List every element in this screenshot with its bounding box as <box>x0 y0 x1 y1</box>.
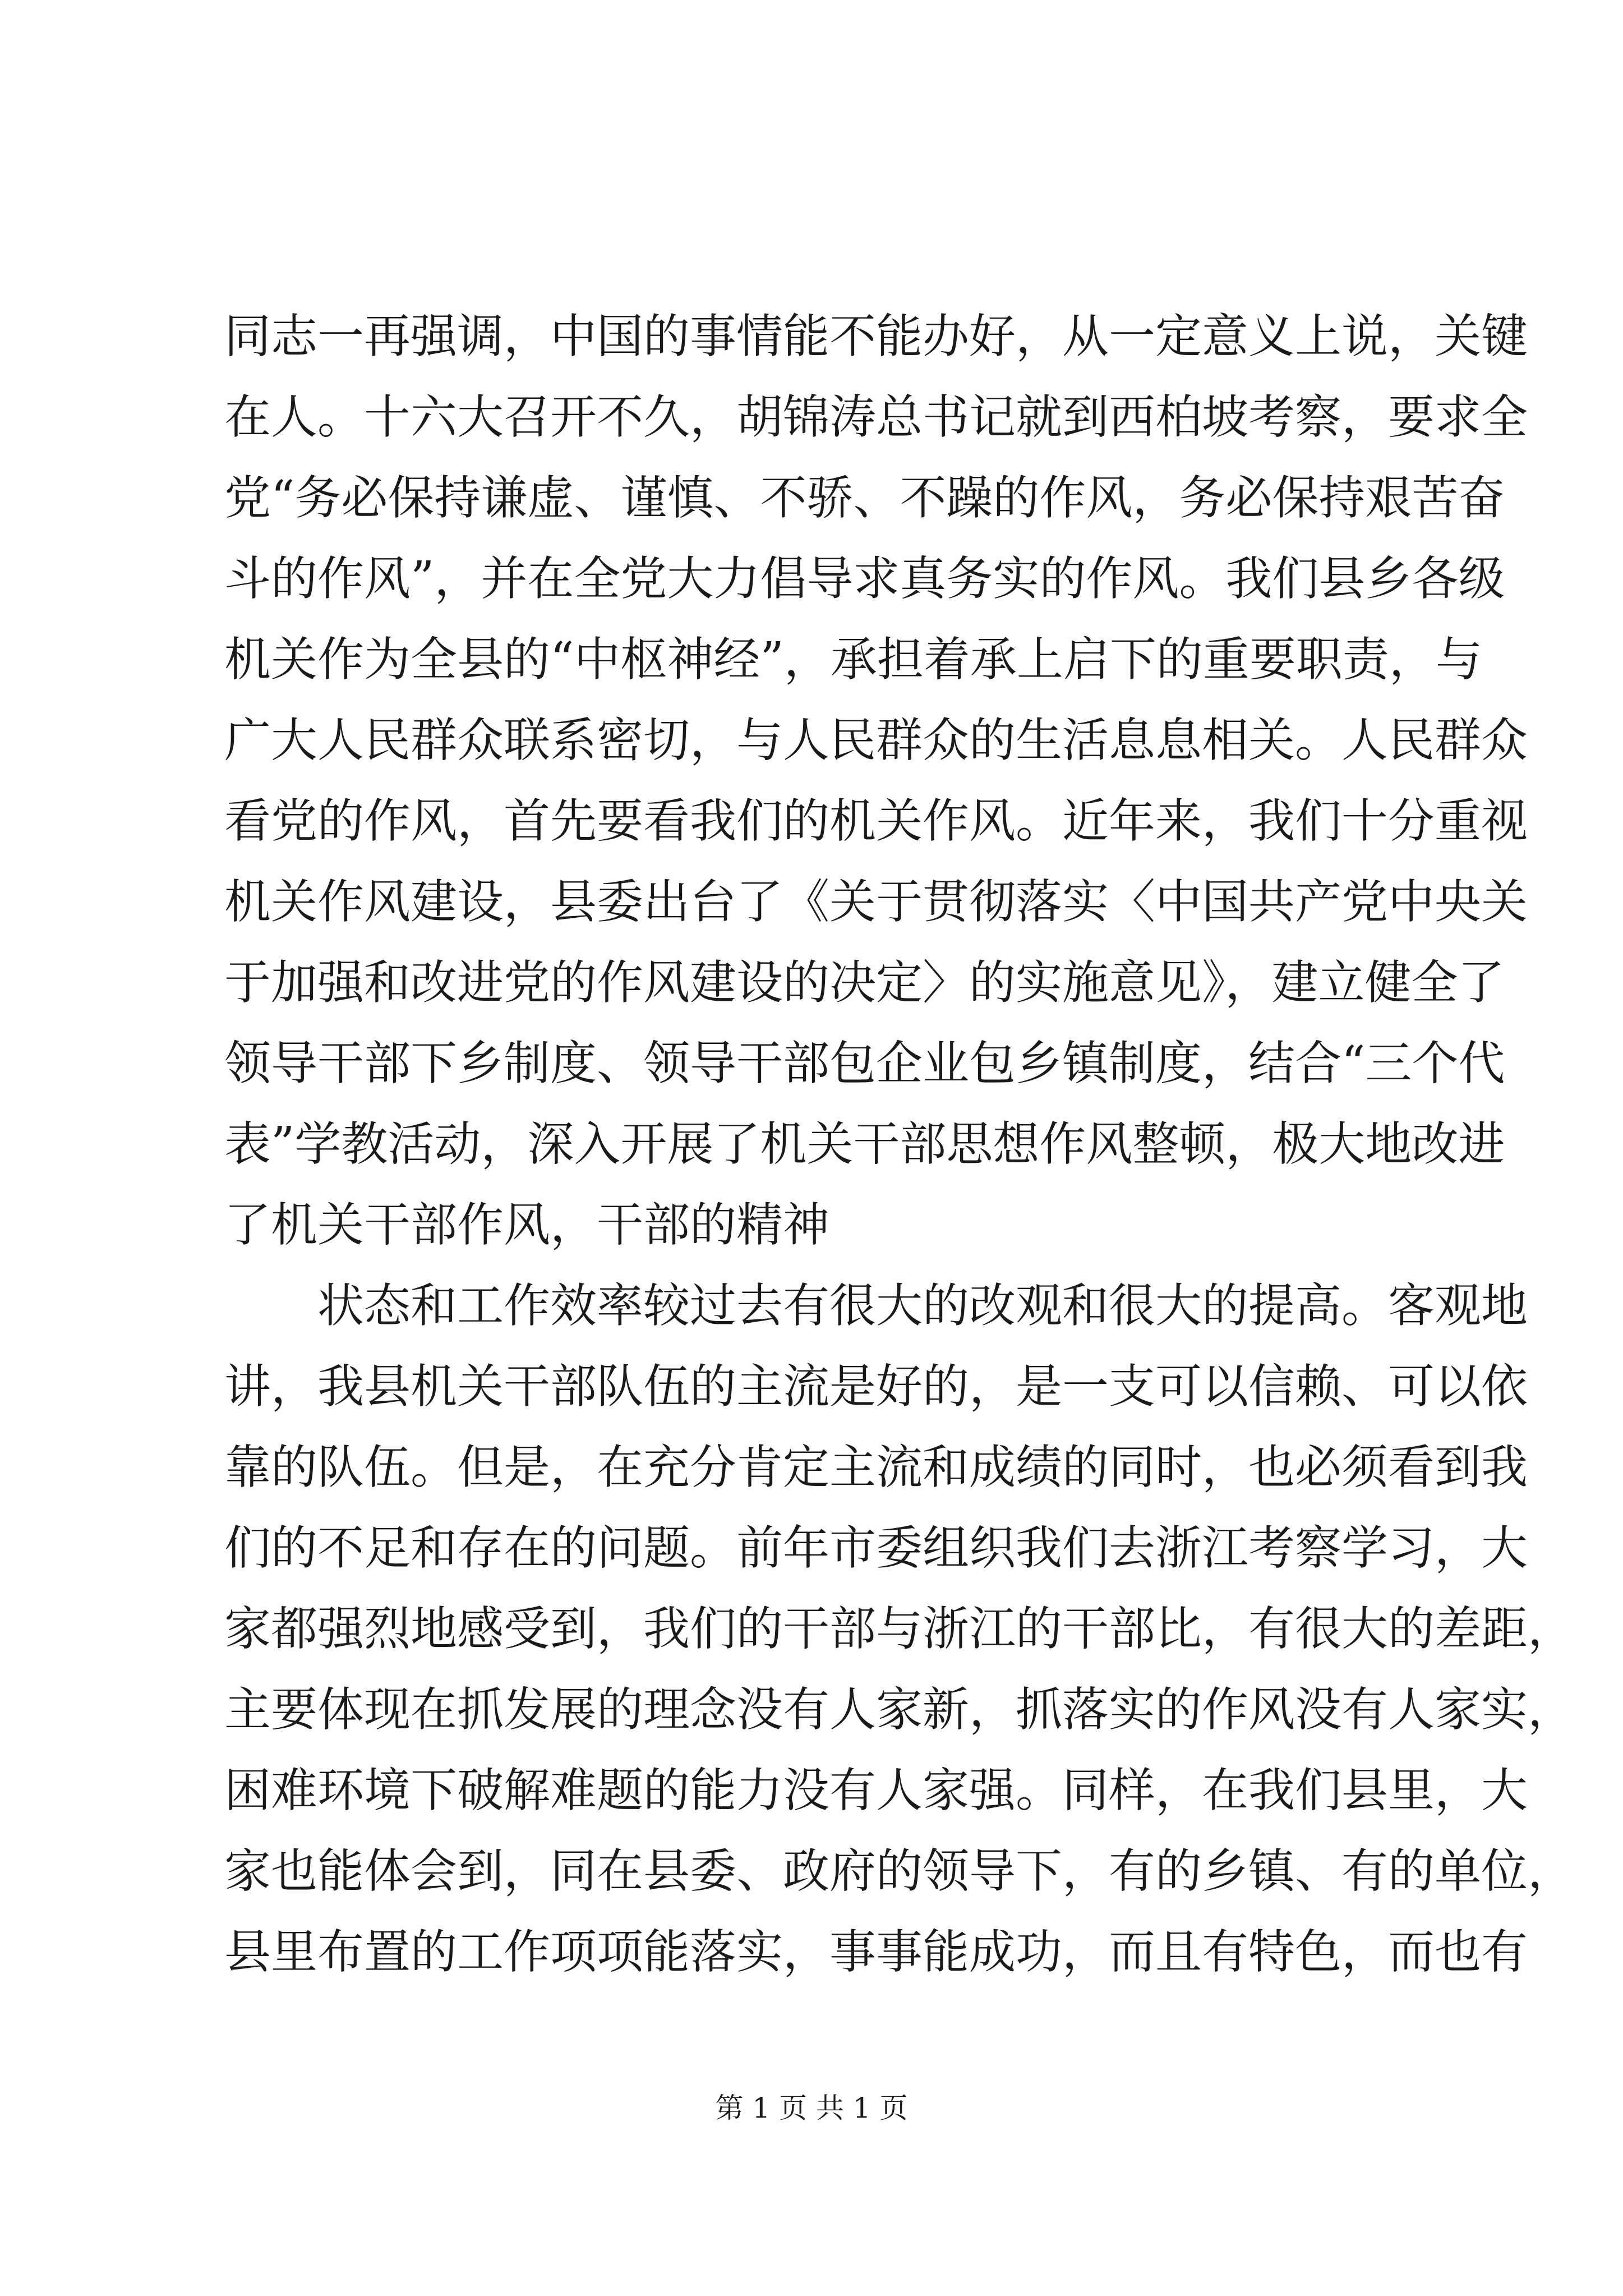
text-line: 党“务必保持谦虚、谨慎、不骄、不躁的作风，务必保持艰苦奋 <box>224 471 1505 525</box>
paragraph-2 <box>224 1266 1574 1993</box>
text-line: 靠的队伍。但是，在充分肯定主流和成绩的同时，也必须看到我 <box>224 1440 1528 1494</box>
text-line: 家也能体会到，同在县委、政府的领导下，有的乡镇、有的单位， <box>224 1844 1574 1898</box>
text-line: 机关作风建设，县委出台了《关于贯彻落实〈中国共产党中央关 <box>224 875 1528 929</box>
text-line: 同志一再强调，中国的事情能不能办好，从一定意义上说，关键 <box>224 309 1528 364</box>
text-line: 表”学教活动，深入开展了机关干部思想作风整顿，极大地改进 <box>224 1117 1505 1171</box>
text-line: 困难环境下破解难题的能力没有人家强。同样，在我们县里，大 <box>224 1763 1528 1818</box>
text-line: 领导干部下乡制度、领导干部包企业包乡镇制度，结合“三个代 <box>224 1036 1505 1091</box>
text-line: 广大人民群众联系密切，与人民群众的生活息息相关。人民群众 <box>224 713 1528 767</box>
text-line: 状态和工作效率较过去有很大的改观和很大的提高。客观地 <box>317 1278 1528 1333</box>
text-line: 了机关干部作风，干部的精神 <box>224 1198 829 1252</box>
text-line: 家都强烈地感受到，我们的干部与浙江的干部比，有很大的差距， <box>224 1602 1574 1656</box>
text-line: 讲，我县机关干部队伍的主流是好的，是一支可以信赖、可以依 <box>224 1359 1528 1414</box>
paragraph-1 <box>224 296 1528 1266</box>
text-line: 县里布置的工作项项能落实，事事能成功，而且有特色，而也有 <box>224 1925 1528 1979</box>
text-line: 在人。十六大召开不久，胡锦涛总书记就到西柏坡考察，要求全 <box>224 390 1528 444</box>
text-line: 主要体现在抓发展的理念没有人家新，抓落实的作风没有人家实， <box>224 1682 1574 1737</box>
text-line: 斗的作风”，并在全党大力倡导求真务实的作风。我们县乡各级 <box>224 551 1505 606</box>
page-number-footer: 第 1 页 共 1 页 <box>715 2092 908 2124</box>
text-line: 于加强和改进党的作风建设的决定〉的实施意见》，建立健全了 <box>224 955 1505 1010</box>
text-line: 机关作为全县的“中枢神经”，承担着承上启下的重要职责，与 <box>224 632 1482 687</box>
text-line: 看党的作风，首先要看我们的机关作风。近年来，我们十分重视 <box>224 794 1528 848</box>
document-body <box>224 296 1574 1993</box>
text-line: 们的不足和存在的问题。前年市委组织我们去浙江考察学习，大 <box>224 1521 1528 1575</box>
